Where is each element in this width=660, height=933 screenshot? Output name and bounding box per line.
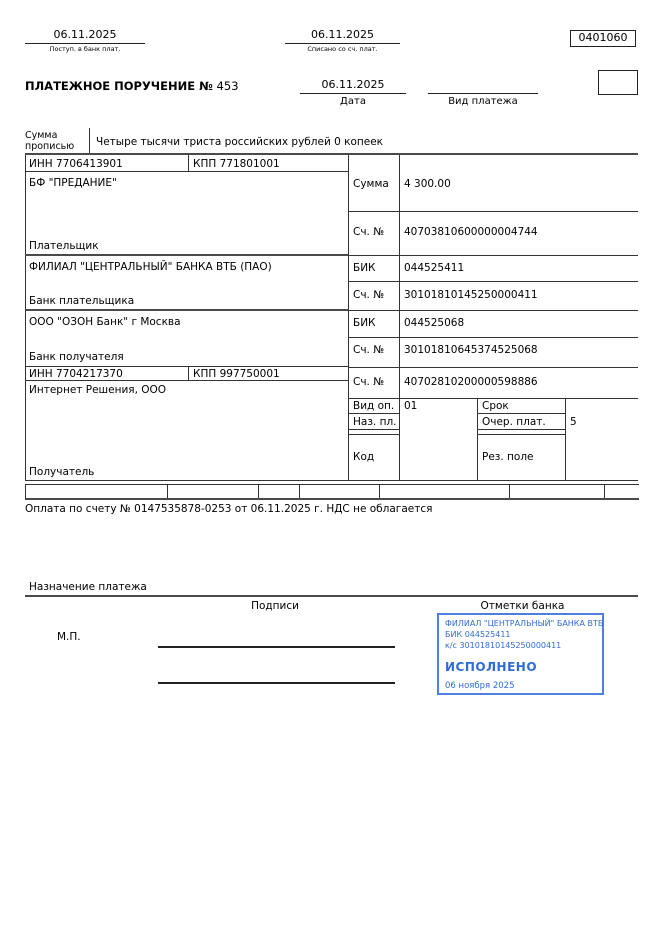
payer-bank-corr-value: 30101810145250000411 [404,289,538,301]
empty-field-cell [300,485,380,498]
table-line [348,255,638,256]
table-line [477,434,565,435]
payer-bank-bik-value: 044525411 [404,262,465,274]
table-line [25,366,348,367]
date-received-value: 06.11.2025 [25,28,145,44]
payment-purpose-label: Назначение платежа [29,581,147,593]
stamp-date: 06 ноября 2025 [445,681,515,692]
stamp-bank-name: ФИЛИАЛ "ЦЕНТРАЛЬНЫЙ" БАНКА ВТБ [445,619,604,628]
priority-label: Очер. плат. [482,416,546,428]
table-border [477,399,478,481]
section-line [25,153,638,155]
payment-kind-value [428,78,538,94]
document-date-value: 06.11.2025 [300,78,406,94]
table-border-left [25,155,26,481]
signature-line [158,682,395,684]
section-line [25,595,638,597]
table-line [348,310,638,311]
table-line [348,281,638,282]
recipient-name: Интернет Решения, ООО [29,384,167,396]
op-kind-label: Вид оп. [353,400,395,412]
recipient-bank-bik-value: 044525068 [404,317,465,329]
table-border [188,366,189,381]
table-border [348,155,349,481]
payment-purpose-text: Оплата по счету № 0147535878-0253 от 06.11.2025 г. НДС не облагается [25,503,433,515]
form-number-box: 0401060 [570,30,636,47]
amount-words-label: Сумма прописью [25,130,75,153]
title-text: ПЛАТЕЖНОЕ ПОРУЧЕНИЕ № [25,79,213,93]
amount-words-value: Четыре тысячи триста российских рублей 0 копеек [96,136,384,148]
document-title [25,79,239,93]
recipient-section-label: Получатель [29,466,95,478]
table-line [348,211,638,212]
recipient-bank-section-label: Банк получателя [29,351,124,363]
payer-account-value: 40703810600000004744 [404,226,538,238]
stamp-bik: БИК 044525411 [445,629,511,639]
stamp-place-label: М.П. [57,631,81,643]
table-line [477,429,565,430]
date-debited-value: 06.11.2025 [285,28,400,44]
recipient-account-value: 40702810200000598886 [404,376,538,388]
payer-bank-bik-label: БИК [353,262,376,274]
stamp-status: ИСПОЛНЕНО [445,660,538,675]
table-line [348,367,638,368]
recipient-inn: ИНН 7704217370 [29,368,123,380]
op-kind-value: 01 [404,400,418,412]
date-received-label: Поступ. в банк плат. [49,45,121,53]
table-line [25,380,348,381]
payer-bank-section-label: Банк плательщика [29,295,135,307]
payer-name: БФ "ПРЕДАНИЕ" [29,177,117,189]
recipient-bank-corr-label: Сч. № [353,344,385,356]
table-line [348,398,638,399]
table-line [25,309,348,311]
purpose-code-label: Наз. пл. [353,416,397,428]
document-date-label: Дата [340,96,366,107]
bank-stamp [437,613,604,695]
empty-field-cell [168,485,259,498]
empty-field-cell [380,485,510,498]
recipient-bank-corr-value: 30101810645374525068 [404,344,538,356]
table-line [477,413,565,414]
empty-field-cell [26,485,168,498]
code-label: Код [353,451,375,463]
field-date-received [25,28,145,53]
priority-value: 5 [570,416,577,428]
payer-kpp: КПП 771801001 [193,158,280,170]
empty-field-cell [510,485,605,498]
stamp-corr-account: к/с 30101810145250000411 [445,640,562,650]
table-border [188,155,189,171]
payer-inn: ИНН 7706413901 [29,158,123,170]
table-line [348,413,399,414]
reserve-field-label: Рез. поле [482,451,534,463]
recipient-bank-name: ООО "ОЗОН Банк" г Москва [29,316,181,328]
table-line [348,337,638,338]
document-number: 453 [212,79,239,93]
divider-line [89,128,90,154]
field-date-debited [285,28,400,53]
empty-field-cell [605,485,639,498]
empty-field-cell [259,485,300,498]
tax-fields-strip [25,484,639,500]
bank-marks-label: Отметки банка [480,600,565,612]
table-line [25,254,348,256]
table-line [348,434,399,435]
signatures-label: Подписи [251,600,299,612]
sum-label: Сумма [353,178,389,190]
payer-section-label: Плательщик [29,240,99,252]
table-line [25,480,638,481]
field-document-date [300,78,406,107]
term-label: Срок [482,400,509,412]
table-border [399,155,400,481]
recipient-account-label: Сч. № [353,376,385,388]
signature-line [158,646,395,648]
recipient-kpp: КПП 997750001 [193,368,280,380]
payer-account-label: Сч. № [353,226,385,238]
payer-bank-name: ФИЛИАЛ "ЦЕНТРАЛЬНЫЙ" БАНКА ВТБ (ПАО) [29,261,272,273]
field-payment-kind [428,78,538,107]
table-line [25,171,348,172]
payer-bank-corr-label: Сч. № [353,289,385,301]
empty-checkbox-box [598,70,638,95]
sum-value: 4 300.00 [404,178,451,190]
table-border [565,399,566,481]
recipient-bank-bik-label: БИК [353,317,376,329]
date-debited-label: Списано со сч. плат. [307,45,378,53]
payment-kind-label: Вид платежа [448,96,518,107]
table-line [348,429,399,430]
